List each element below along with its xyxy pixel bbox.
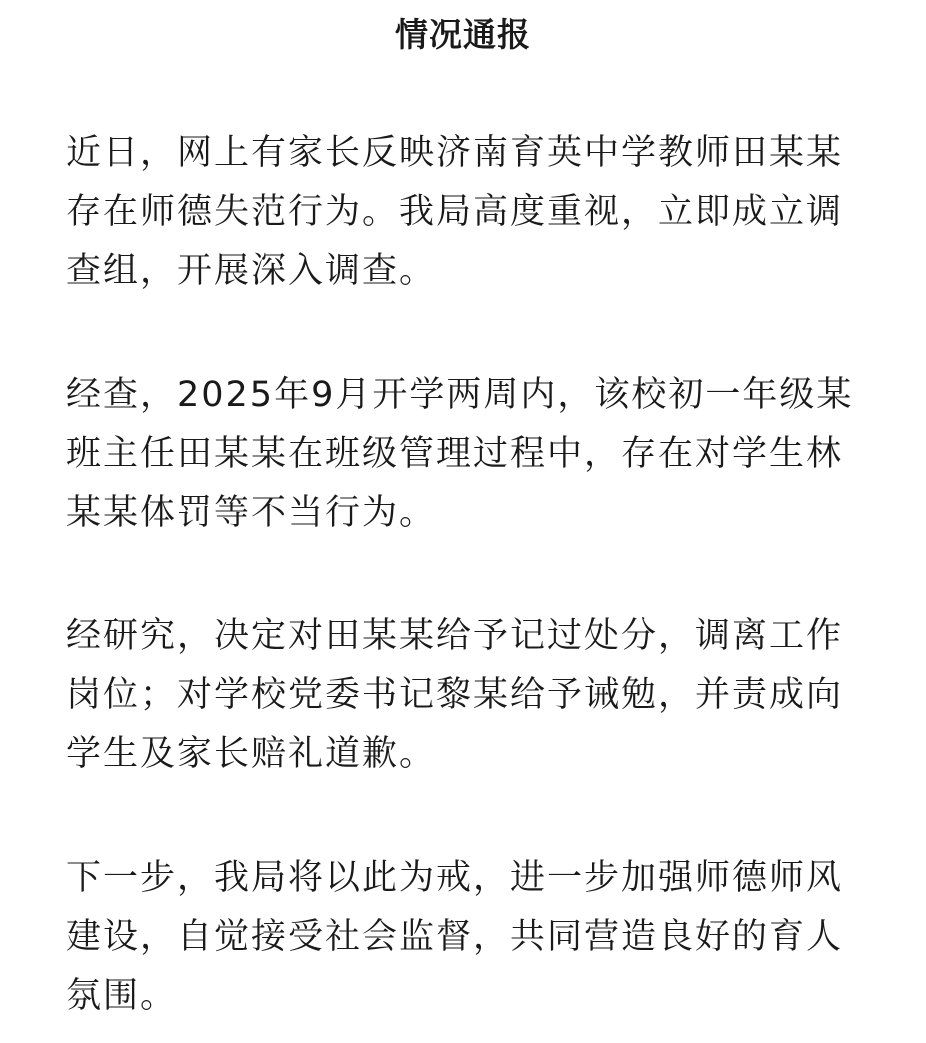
- paragraph-next-steps: 下一步，我局将以此为戒，进一步加强师德师风建设，自觉接受社会监督，共同营造良好的育人氛围。: [66, 858, 844, 1016]
- paragraph-complaint: 近日，网上有家长反映济南育英中学教师田某某存在师德失范行为。我局高度重视，立即成立调查组，开展深入调查。: [66, 133, 844, 291]
- paragraph-decision: 经研究，决定对田某某给予记过处分，调离工作岗位；对学校党委书记黎某给予诫勉，并责成向学生及家长赔礼道歉。: [66, 616, 844, 774]
- document-title: 情况通报: [395, 15, 531, 54]
- paragraph-findings: 经查，2025年9月开学两周内，该校初一年级某班主任田某某在班级管理过程中，存在对学生林某某体罚等不当行为。: [66, 375, 854, 533]
